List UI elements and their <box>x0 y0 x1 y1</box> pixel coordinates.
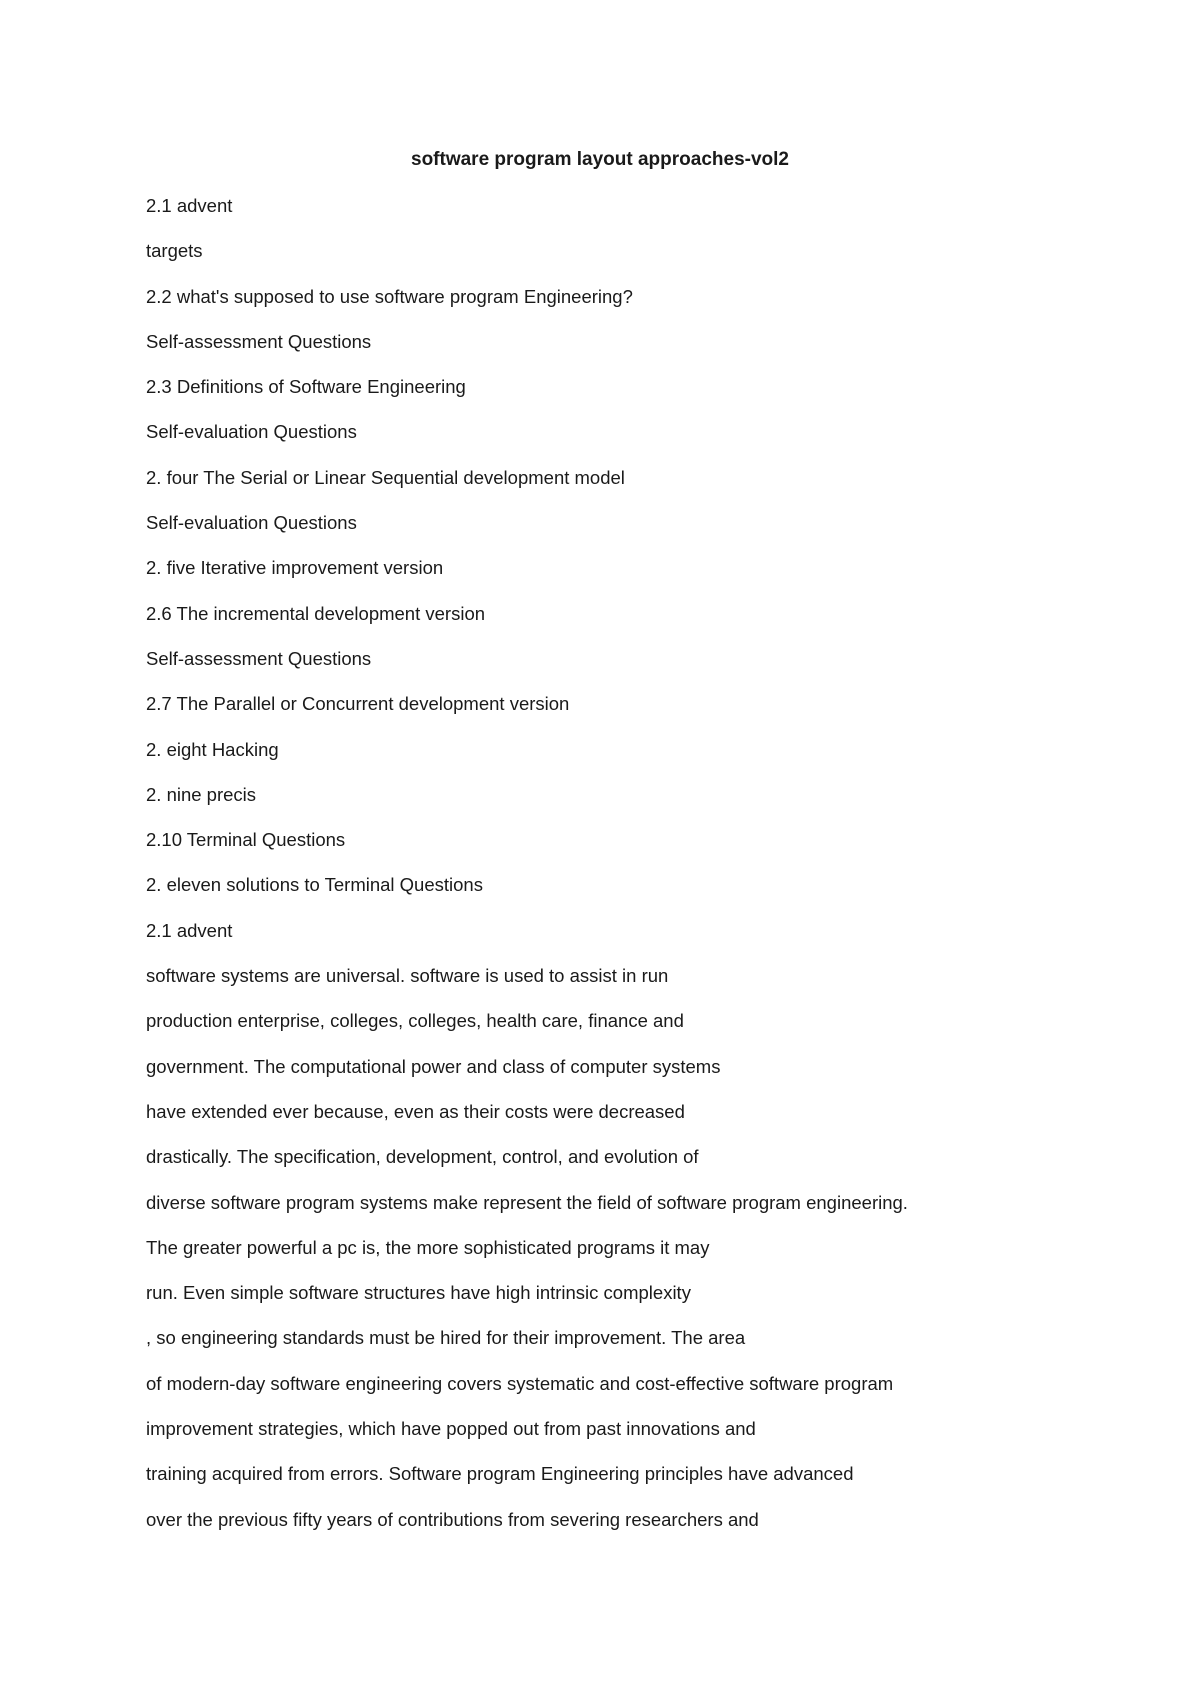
text-line: improvement strategies, which have popped out from past innovations and <box>146 1418 756 1440</box>
text-line: 2. eleven solutions to Terminal Questions <box>146 874 483 896</box>
text-line: The greater powerful a pc is, the more sophisticated programs it may <box>146 1236 710 1258</box>
text-line: 2. nine precis <box>146 783 257 805</box>
text-line: 2.10 Terminal Questions <box>146 829 346 851</box>
text-line: of modern-day software engineering covers systematic and cost-effective software program <box>146 1372 894 1394</box>
text-line: have extended ever because, even as their costs were decreased <box>146 1100 685 1122</box>
text-line: government. The computational power and class of computer systems <box>146 1055 721 1077</box>
text-line: , so engineering standards must be hired for their improvement. The area <box>146 1327 746 1349</box>
text-line: 2.2 what's supposed to use software program Engineering? <box>146 285 633 307</box>
text-line: 2. eight Hacking <box>146 738 279 760</box>
text-line: 2.6 The incremental development version <box>146 602 486 624</box>
text-line: Self-evaluation Questions <box>146 512 357 534</box>
text-line: 2.1 advent <box>146 919 233 941</box>
text-line: software systems are universal. software is used to assist in run <box>146 965 669 987</box>
text-line: over the previous fifty years of contributions from severing researchers and <box>146 1508 759 1530</box>
text-line: targets <box>146 240 203 262</box>
document-body <box>146 195 1146 1554</box>
text-line: 2.7 The Parallel or Concurrent development version <box>146 693 570 715</box>
text-line: diverse software program systems make represent the field of software program engineering. <box>146 1191 908 1213</box>
text-line: Self-assessment Questions <box>146 330 372 352</box>
text-line: 2. four The Serial or Linear Sequential development model <box>146 466 625 488</box>
text-line: Self-assessment Questions <box>146 647 372 669</box>
text-line: 2.3 Definitions of Software Engineering <box>146 376 466 398</box>
text-line: 2. five Iterative improvement version <box>146 557 444 579</box>
document-title: software program layout approaches-vol2 <box>411 149 789 170</box>
text-line: run. Even simple software structures have high intrinsic complexity <box>146 1282 691 1304</box>
text-line: training acquired from errors. Software program Engineering principles have advanced <box>146 1463 854 1485</box>
text-line: 2.1 advent <box>146 195 233 216</box>
text-line: production enterprise, colleges, colleges, health care, finance and <box>146 1010 684 1032</box>
text-line: Self-evaluation Questions <box>146 421 357 443</box>
text-line: drastically. The specification, development, control, and evolution of <box>146 1146 699 1168</box>
